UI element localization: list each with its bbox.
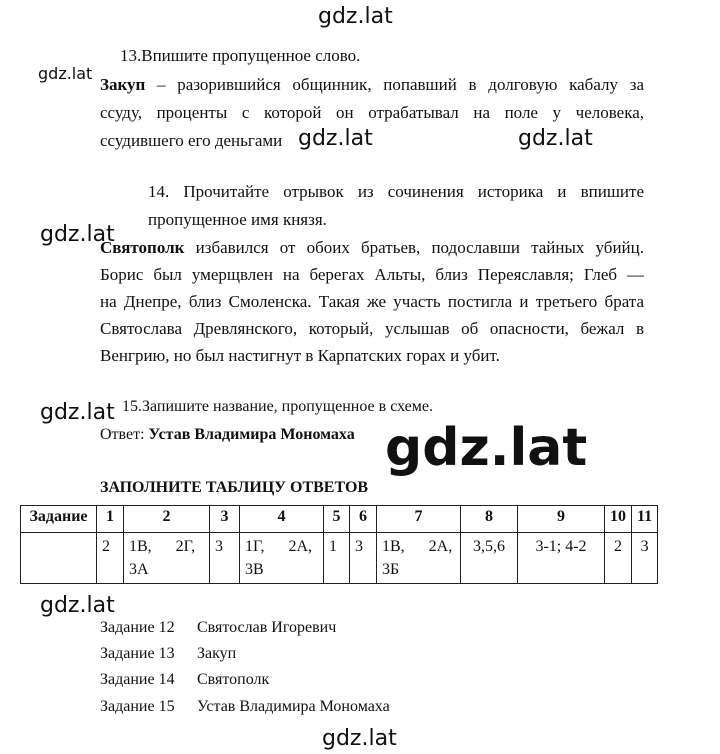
watermark-large: gdz.lat xyxy=(385,418,588,478)
q14-line3: на Днепре, близ Смоленска. Такая же участь постигла и третьего брата xyxy=(100,292,644,311)
q14-title-line1: 14. Прочитайте отрывок из сочинения историка и впишите xyxy=(148,182,644,201)
q15-title: 15.Запишите название, пропущенное в схеме. xyxy=(122,398,434,415)
answer-cell: 3 xyxy=(210,533,240,584)
answer-cell: 3 xyxy=(350,533,377,584)
header-cell: 6 xyxy=(350,506,377,533)
watermark-top: gdz.lat xyxy=(318,4,393,29)
watermark-left-2: gdz.lat xyxy=(40,222,115,247)
answer-cell: 2 xyxy=(97,533,124,584)
table-answer-row xyxy=(21,533,658,584)
q13-answer-word: Закуп xyxy=(100,75,146,94)
header-cell: 1 xyxy=(97,506,124,533)
q14-line5: Венгрию, но был настигнут в Карпатских горах и убит. xyxy=(100,346,500,365)
header-cell: 10 xyxy=(605,506,632,533)
q13-line3: ссудившего его деньгами xyxy=(100,131,283,150)
q15-answer xyxy=(100,426,355,444)
summary-item: Задание 13 Закуп xyxy=(100,645,237,662)
summary-item: Задание 12 Святослав Игоревич xyxy=(100,619,337,636)
q14-title-line2: пропущенное имя князя. xyxy=(148,210,327,229)
header-cell: 4 xyxy=(240,506,324,533)
q13-line1 xyxy=(100,75,644,95)
watermark-right-1: gdz.lat xyxy=(518,126,593,151)
watermark-mid-1: gdz.lat xyxy=(298,126,373,151)
header-cell: 2 xyxy=(124,506,210,533)
answer-cell: 3,5,6 xyxy=(461,533,518,584)
q13-title: 13.Впишите пропущенное слово. xyxy=(120,46,361,65)
q15-answer-value: Устав Владимира Мономаха xyxy=(148,426,355,443)
answers-table xyxy=(20,505,658,584)
q14-line1 xyxy=(100,238,644,258)
watermark-left-1: gdz.lat xyxy=(38,64,93,83)
q14-line4: Святослава Древлянского, который, услышав об опасности, бежал в xyxy=(100,319,644,338)
summary-item: Задание 15 Устав Владимира Мономаха xyxy=(100,698,390,715)
q13-line2: ссуду, проценты с которой он отрабатывал на поле у человека, xyxy=(100,103,644,122)
answer-cell: 3 xyxy=(632,533,658,584)
answer-cell: 2 xyxy=(605,533,632,584)
q15-answer-label: Ответ: xyxy=(100,426,149,443)
table-header-row xyxy=(21,506,658,533)
header-cell: 9 xyxy=(518,506,605,533)
q14-answer-word: Святополк xyxy=(100,238,185,257)
answer-cell: 1 xyxy=(324,533,350,584)
header-cell: 8 xyxy=(461,506,518,533)
watermark-bottom: gdz.lat xyxy=(322,726,397,751)
header-cell: 11 xyxy=(632,506,658,533)
header-cell: Задание xyxy=(21,506,97,533)
table-heading: ЗАПОЛНИТЕ ТАБЛИЦУ ОТВЕТОВ xyxy=(100,479,369,496)
q13-text-1: – разорившийся общинник, попавший в долговую кабалу за xyxy=(145,75,644,94)
answer-cell: 1В, 2А, 3Б xyxy=(377,533,461,584)
answer-cell: 1Г, 2А, 3В xyxy=(240,533,324,584)
answer-cell xyxy=(21,533,97,584)
header-cell: 7 xyxy=(377,506,461,533)
answer-cell: 3-1; 4-2 xyxy=(518,533,605,584)
q14-line2: Борис был умерщвлен на берегах Альты, близ Переяславля; Глеб — xyxy=(100,265,644,284)
header-cell: 5 xyxy=(324,506,350,533)
header-cell: 3 xyxy=(210,506,240,533)
watermark-left-4: gdz.lat xyxy=(40,593,115,618)
watermark-left-3: gdz.lat xyxy=(40,400,115,425)
answer-cell: 1В, 2Г, 3А xyxy=(124,533,210,584)
q14-text-1: избавился от обоих братьев, подославши тайных убийц. xyxy=(184,238,644,257)
summary-item: Задание 14 Святополк xyxy=(100,671,270,688)
